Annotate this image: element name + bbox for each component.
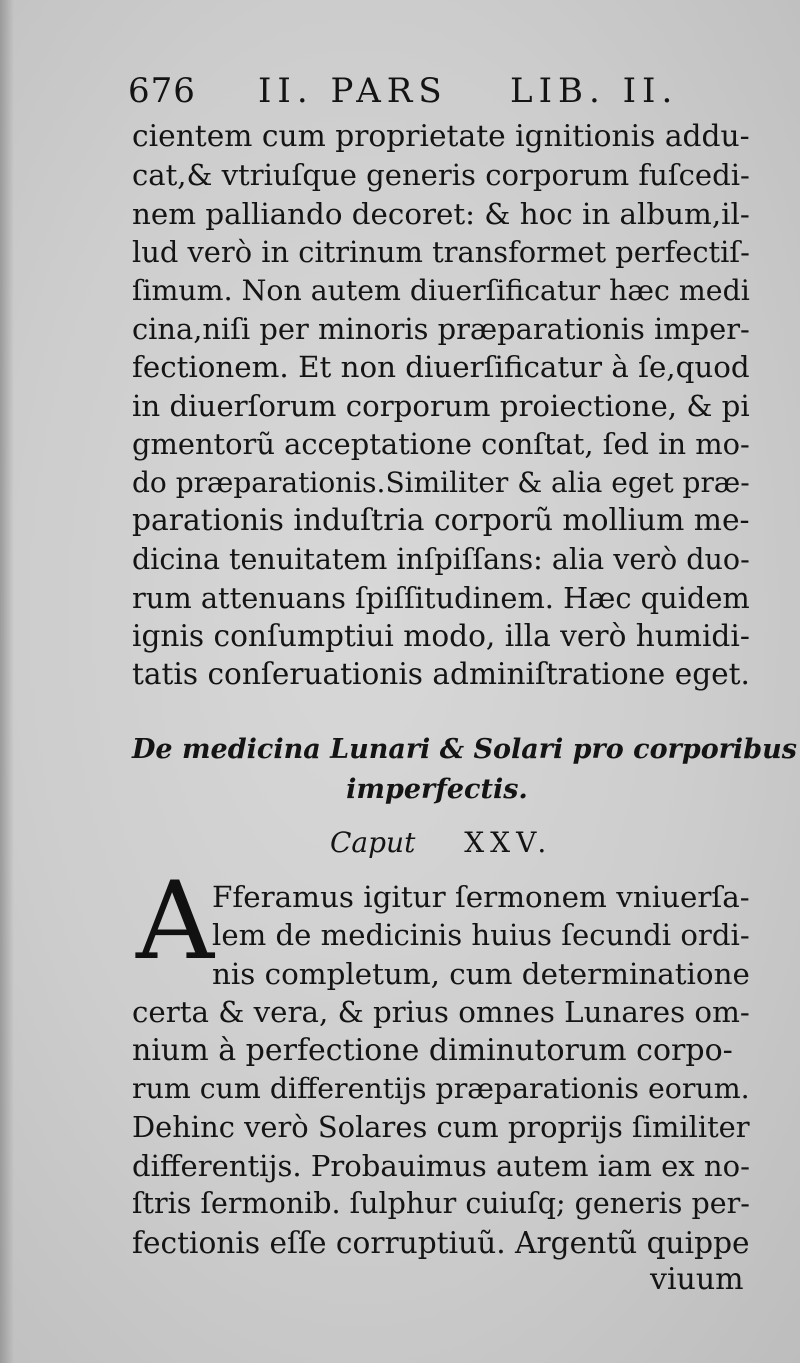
chapter-heading: De medicina Lunari & Solari pro corporibus [132,734,797,765]
running-header [128,66,688,116]
text-line: rum attenuans ſpiſſitudinem. Hæc quidem [132,580,750,615]
text-line: ſimum. Non autem diuerſificatur hæc medi [132,273,750,307]
text-line: do præparationis.Similiter & alia eget præ- [132,465,750,499]
caput-label: Caput [330,826,416,859]
text-line: lem de medicinis huius ſecundi ordi- [212,918,750,953]
text-line: dicina tenuitatem inſpiſſans: alia verò duo- [132,542,750,577]
text-line: tatis conſeruationis adminiſtratione eget. [132,657,750,692]
text-line: nis completum, cum determinatione [212,956,750,991]
text-line: ignis conſumptiui modo, illa verò humidi- [132,619,750,654]
part-label: II. PARS [258,71,448,111]
catchword: viuum [650,1262,744,1297]
caput-roman-numeral: XXV. [464,826,553,859]
text-line: certa & vera, & prius omnes Lunares om- [132,995,750,1030]
chapter-body-text [132,878,752,1262]
body-text [132,118,752,694]
text-line: nium à perfectione diminutorum corpo- [132,1032,733,1068]
text-line: differentijs. Probauimus autem iam ex no- [132,1148,750,1183]
drop-cap-initial: A [136,859,214,984]
page-number: 676 [128,71,196,111]
text-line: cientem cum proprietate ignitionis addu- [132,119,750,154]
text-line: ſtris ſermonib. ſulphur cuiuſq; generis per- [132,1187,750,1221]
text-line: fectionem. Et non diuerſificatur à ſe,quod [132,350,750,385]
text-line: in diuerſorum corporum proiectione, & pi [132,388,750,423]
text-line: Dehinc verò Solares cum proprijs ſimiliter [132,1110,750,1145]
text-line: nem palliando decoret: & hoc in album,il- [132,196,750,231]
text-line: rum cum differentijs præparationis eorum. [132,1071,750,1105]
page-edge-shadow [0,0,14,1363]
text-line: Fferamus igitur ſermonem vniuerſa- [212,880,750,914]
book-label: LIB. II. [510,71,679,111]
text-line: parationis induſtria corporũ mollium me- [132,502,750,538]
text-line: lud verò in citrinum transformet perfectiſ- [132,235,750,270]
text-line: cat,& vtriuſque generis corporum fuſcedi- [132,158,750,193]
text-line: gmentorũ acceptatione conſtat, ſed in mo- [132,427,750,462]
chapter-heading-continued: imperfectis. [346,774,528,805]
text-line: cina,niſi per minoris præparationis imper- [132,311,750,346]
text-line: fectionis eſſe corruptiuũ. Argentũ quippe [132,1224,750,1260]
chapter-number [330,823,552,863]
